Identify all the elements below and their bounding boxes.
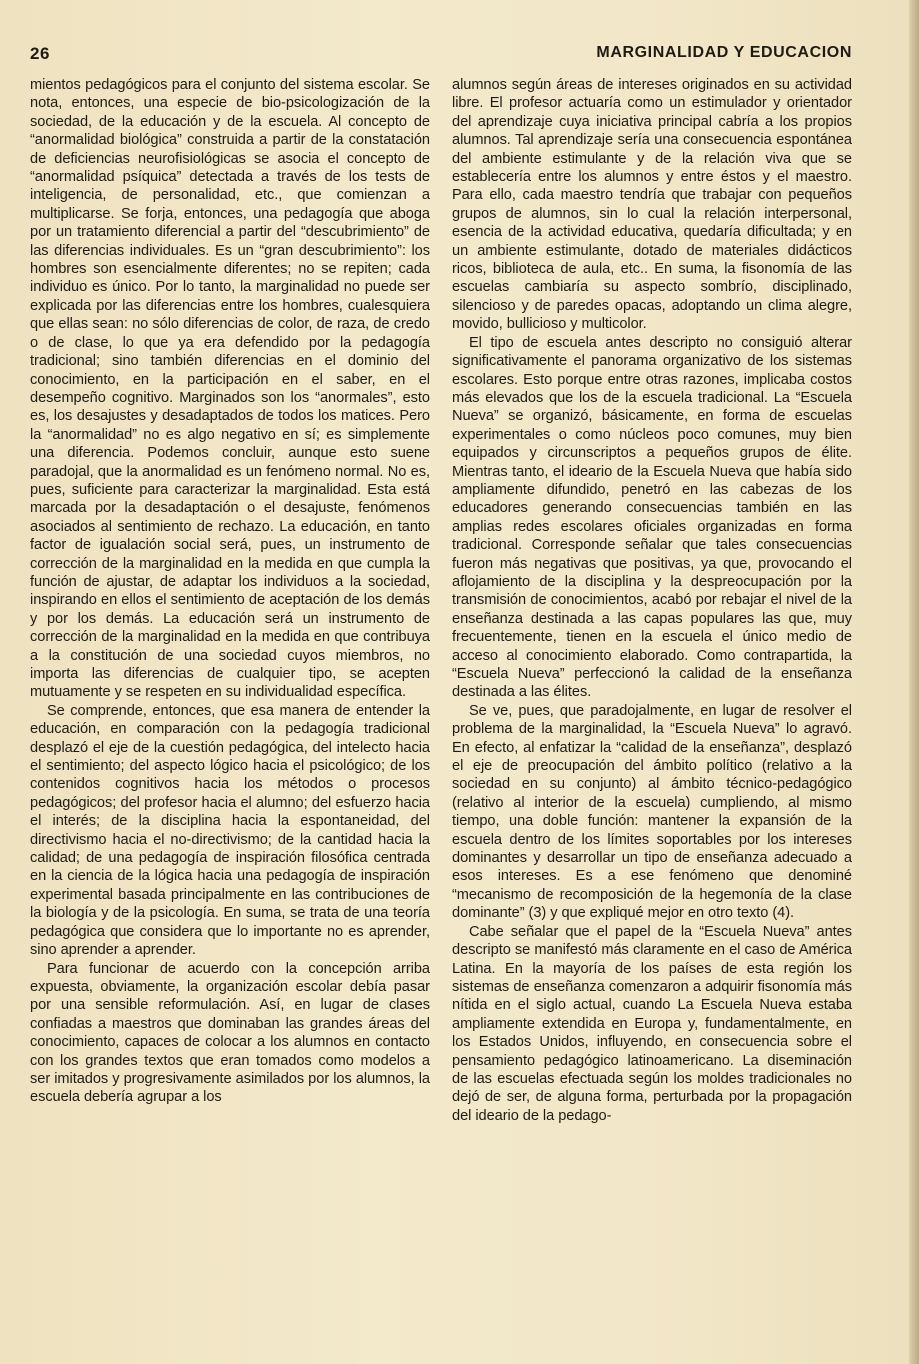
- paragraph: alumnos según áreas de intereses originados en su actividad libre. El profesor actuaría como un estimulador y orientador del aprendizaje cuya iniciativa principal cabría a los propios alumnos. Tal aprendizaje sería una consecuencia espontánea del ambiente estimulante y de la relación viva que se establecería entre los alumnos y entre éstos y el maestro. Para ello, cada maestro tendría que trabajar con pequeños grupos de alumnos, sin lo cual la relación interpersonal, esencia de la actividad educativa, quedaría dificultada; y en un ambiente estimulante, dotado de materiales didácticos ricos, biblioteca de aula, etc.. En suma, la fisonomía de las escuelas cambiaría su aspecto sombrío, disciplinado, silencioso y de paredes opacas, adoptando un clima alegre, movido, bullicioso y multicolor.: [452, 77, 852, 333]
- page-edge-shadow: [909, 0, 919, 1364]
- running-head: MARGINALIDAD Y EDUCACION: [596, 44, 852, 61]
- left-column: [30, 76, 430, 1107]
- paragraph: El tipo de escuela antes descripto no consiguió alterar significativamente el panorama organizativo de los sistemas escolares. Esto porque entre otras razones, implicaba costos más elevados que los de la escuela tradicional. La “Escuela Nueva” se organizó, básicamente, en forma de escuelas experimentales o como núcleos poco comunes, muy bien equipados y circunscriptos a pequeños grupos de élite. Mientras tanto, el ideario de la Escuela Nueva que había sido ampliamente difundido, penetró en las cabezas de los educadores generando consecuencias también en las amplias redes escolares oficiales organizadas en forma tradicional. Corresponde señalar que tales consecuencias fueron más negativas que positivas, ya que, provocando el aflojamiento de la disciplina y la despreocupación por la transmisión de conocimientos, acabó por rebajar el nivel de la enseñanza destinada a las capas populares las que, muy frecuentemente, tienen en la escuela el único medio de acceso al conocimiento elaborado. Como contrapartida, la “Escuela Nueva” perfeccionó la calidad de la enseñanza destinada a las élites.: [452, 334, 852, 701]
- page-number: 26: [30, 44, 50, 63]
- paragraph: Se comprende, entonces, que esa manera de entender la educación, en comparación con la pedagogía tradicional desplazó el eje de la cuestión pedagógica, del intelecto hacia el sentimiento; del aspecto lógico hacia el psicológico; de los contenidos cognitivos hacia los métodos o procesos pedagógicos; del profesor hacia el alumno; del esfuerzo hacia el interés; de la disciplina hacia la espontaneidad, del directivismo hacia el no-directivismo; de la cantidad hacia la calidad; de una pedagogía de inspiración filosófica centrada en la ciencia de la lógica hacia una pedagogía de inspiración experimental basada principalmente en las contribuciones de la biología y de la psicología. En suma, se trata de una teoría pedagógica que considera que lo importante no es aprender, sino aprender a aprender.: [30, 702, 430, 959]
- paragraph: Para funcionar de acuerdo con la concepción arriba expuesta, obviamente, la organización escolar debía pasar por una sensible reformulación. Así, en lugar de clases confiadas a maestros que dominaban las grandes áreas del conocimiento, capaces de colocar a los alumnos en contacto con los grandes textos que eran tomados como modelos a ser imitados y progresivamente asimilados por los alumnos, la escuela debería agrupar a los: [30, 960, 430, 1106]
- paragraph: Cabe señalar que el papel de la “Escuela Nueva” antes descripto se manifestó más claramente en el caso de América Latina. En la mayoría de los países de esta región los sistemas de enseñanza comenzaron a adquirir fisonomía más nítida en el siglo actual, cuando La Escuela Nueva estaba ampliamente extendida en Europa y, fundamentalmente, en los Estados Unidos, influyendo, en consecuencia sobre el pensamiento pedagógico latinoamericano. La diseminación de las escuelas efectuada según los moldes tradicionales no dejó de ser, de alguna forma, perturbada por la propagación del ideario de la pedago-: [452, 923, 852, 1124]
- paragraph: mientos pedagógicos para el conjunto del sistema escolar. Se nota, entonces, una especie de bio-psicologización de la sociedad, de la educación y de la escuela. Al concepto de “anormalidad biológica” construida a partir de la constatación de deficiencias neurofisiológicas se asocia el concepto de “anormalidad psíquica” detectada a través de los tests de inteligencia, de personalidad, etc., que comienzan a multiplicarse. Se forja, entonces, una pedagogía que aboga por un tratamiento diferencial a partir del “descubrimiento” de las diferencias individuales. Es un “gran descubrimiento”: los hombres son esencialmente diferentes; no se repiten; cada individuo es único. Por lo tanto, la marginalidad no puede ser explicada por las diferencias entre los hombres, cualesquiera que ellas sean: no sólo diferencias de color, de raza, de credo o de clase, lo que ya era defendido por la pedagogía tradicional; sino también diferencias en el dominio del conocimiento, en la participación en el saber, en el desempeño cognitivo. Marginados son los “anormales”, esto es, los desajustes y desadaptados de todos los matices. Pero la “anormalidad” no es algo negativo en sí; es simplemente una diferencia. Podemos concluir, aunque esto suene paradojal, que la anormalidad es un fenómeno normal. No es, pues, suficiente para caracterizar la marginalidad. Esta está marcada por la desadaptación o el desajuste, fenómenos asociados al sentimiento de rechazo. La educación, en tanto factor de igualación social será, pues, un instrumento de corrección de la marginalidad en la medida en que cumpla la función de ajustar, de adaptar los individuos a la sociedad, inspirando en ellos el sentimiento de aceptación de los demás y por los demás. La educación será un instrumento de corrección de la marginalidad en la medida en que contribuya a la constitución de una sociedad cuyos miembros, no importa las diferencias de cualquier tipo, se acepten mutuamente y se respeten en su individualidad específica.: [30, 77, 430, 701]
- right-column: [452, 76, 852, 1125]
- page-header: [30, 44, 852, 72]
- paragraph: Se ve, pues, que paradojalmente, en lugar de resolver el problema de la marginalidad, la “Escuela Nueva” lo agravó. En efecto, al enfatizar la “calidad de la enseñanza”, desplazó el eje de preocupación del ámbito político (relativo a la sociedad en su conjunto) al ámbito técnico-pedagógico (relativo al interior de la escuela) cumpliendo, al mismo tiempo, una doble función: mantener la expansión de la escuela dentro de los límites soportables por los intereses dominantes y desarrollar un tipo de enseñanza adecuado a esos intereses. Es a ese fenómeno que denominé “mecanismo de recomposición de la hegemonía de la clase dominante” (3) y que expliqué mejor en otro texto (4).: [452, 702, 852, 922]
